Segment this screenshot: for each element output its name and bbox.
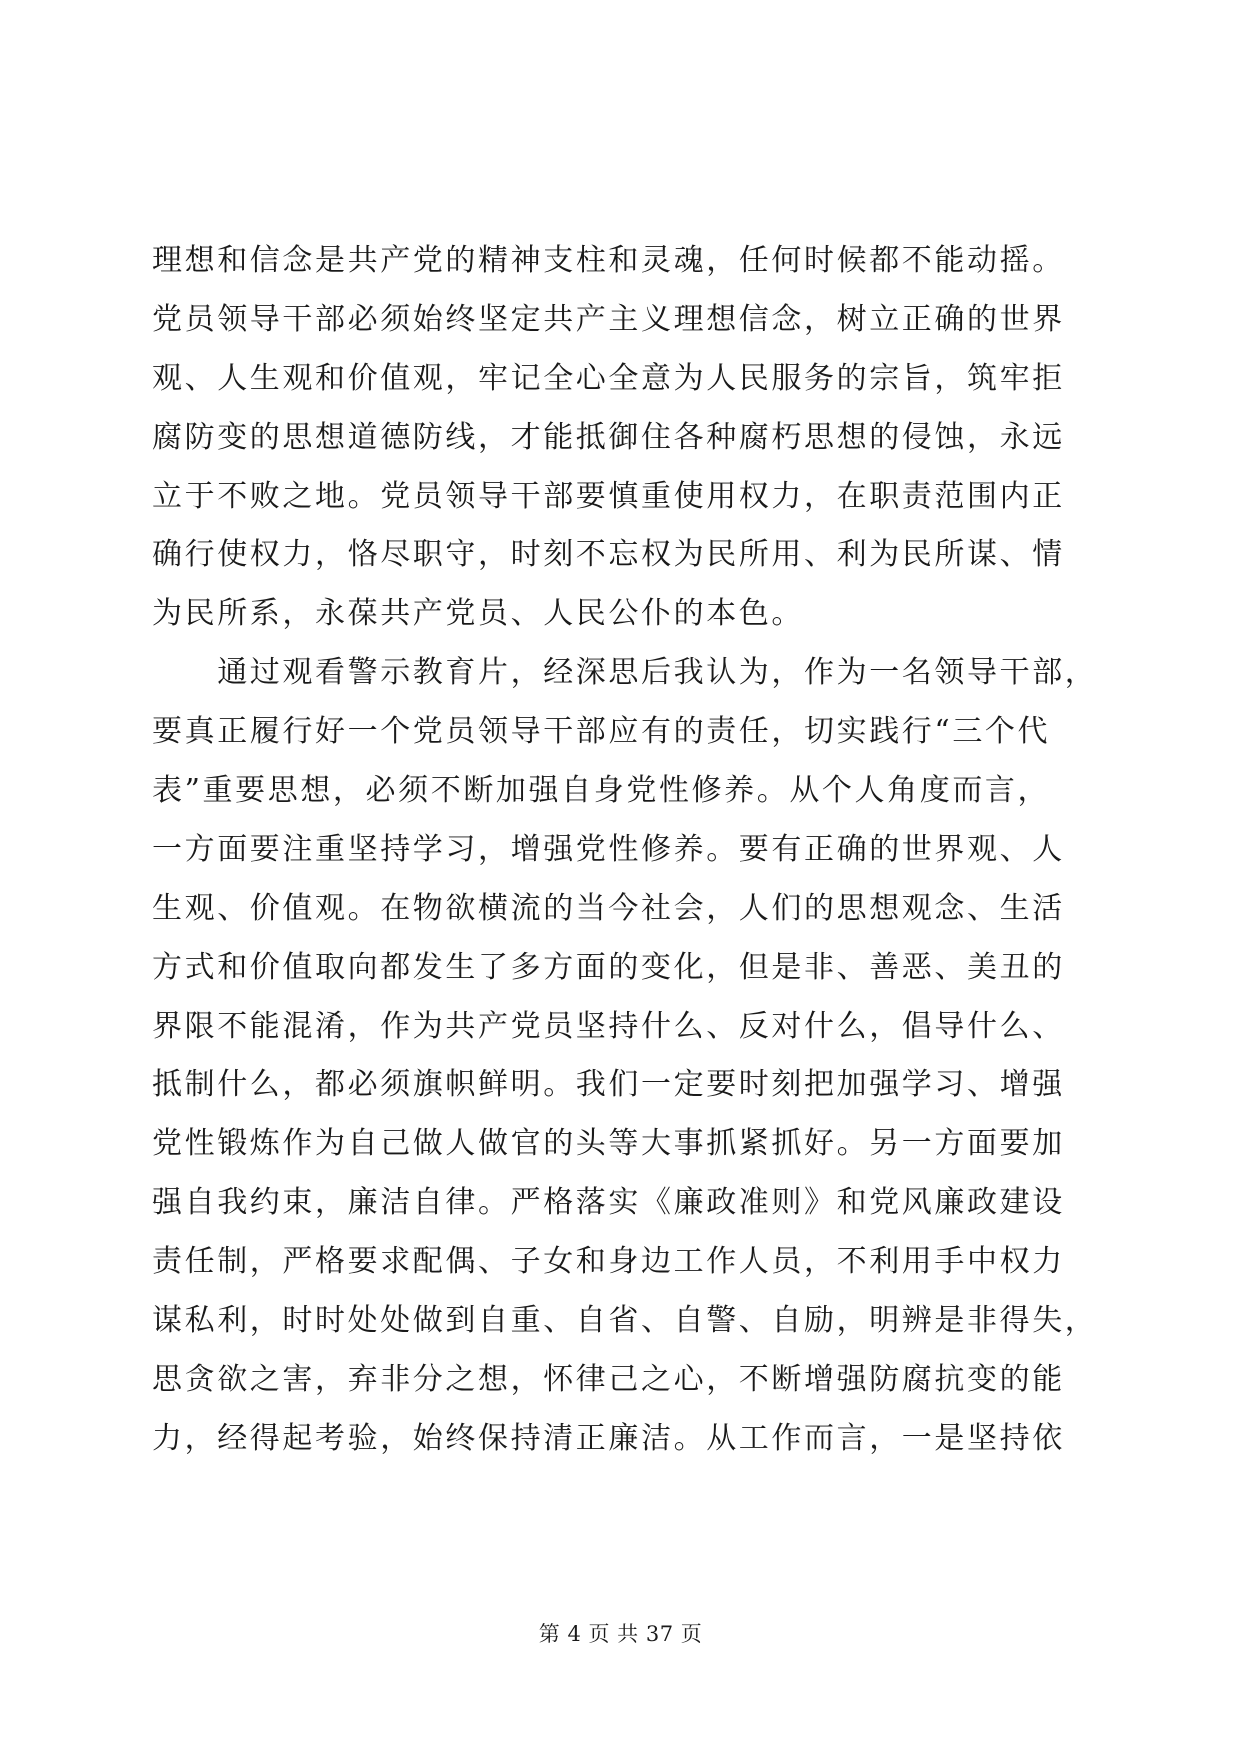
text-line: 一方面要注重坚持学习，增强党性修养。要有正确的世界观、人 [152, 831, 1065, 867]
text-line: 立于不败之地。党员领导干部要慎重使用权力，在职责范围内正 [152, 478, 1065, 514]
text-line: 观、人生观和价值观，牢记全心全意为人民服务的宗旨，筑牢拒 [152, 360, 1065, 396]
text-line: 理想和信念是共产党的精神支柱和灵魂，任何时候都不能动摇。 [152, 243, 1065, 278]
text-line: 表”重要思想，必须不断加强自身党性修养。从个人角度而言， [152, 773, 1051, 809]
text-line: 党员领导干部必须始终坚定共产主义理想信念，树立正确的世界 [152, 301, 1065, 337]
text-line: 谋私利，时时处处做到自重、自省、自警、自励，明辨是非得失， [152, 1303, 1098, 1339]
text-line: 确行使权力，恪尽职守，时刻不忘权为民所用、利为民所谋、情 [152, 537, 1065, 573]
text-line: 生观、价值观。在物欲横流的当今社会，人们的思想观念、生活 [152, 890, 1065, 926]
text-line: 界限不能混淆，作为共产党员坚持什么、反对什么，倡导什么、 [152, 1008, 1065, 1044]
text-line: 通过观看警示教育片，经深思后我认为，作为一名领导干部， [152, 655, 1098, 691]
page-footer: 第 4 页 共 37 页 [538, 1622, 703, 1646]
text-line: 要真正履行好一个党员领导干部应有的责任，切实践行“三个代 [152, 714, 1051, 750]
body-text [152, 232, 1098, 1469]
text-line: 腐防变的思想道德防线，才能抵御住各种腐朽思想的侵蚀，永远 [152, 419, 1065, 455]
text-line: 方式和价值取向都发生了多方面的变化，但是非、善恶、美丑的 [152, 949, 1065, 985]
text-line: 责任制，严格要求配偶、子女和身边工作人员，不利用手中权力 [152, 1244, 1065, 1280]
text-line: 强自我约束，廉洁自律。严格落实《廉政准则》和党风廉政建设 [152, 1185, 1065, 1221]
text-line: 党性锻炼作为自己做人做官的头等大事抓紧抓好。另一方面要加 [152, 1126, 1065, 1162]
text-line: 抵制什么，都必须旗帜鲜明。我们一定要时刻把加强学习、增强 [152, 1067, 1065, 1103]
text-line: 思贪欲之害，弃非分之想，怀律己之心，不断增强防腐抗变的能 [152, 1361, 1065, 1397]
text-line: 为民所系，永葆共产党员、人民公仆的本色。 [152, 596, 804, 632]
text-line: 力，经得起考验，始终保持清正廉洁。从工作而言，一是坚持依 [152, 1420, 1065, 1456]
